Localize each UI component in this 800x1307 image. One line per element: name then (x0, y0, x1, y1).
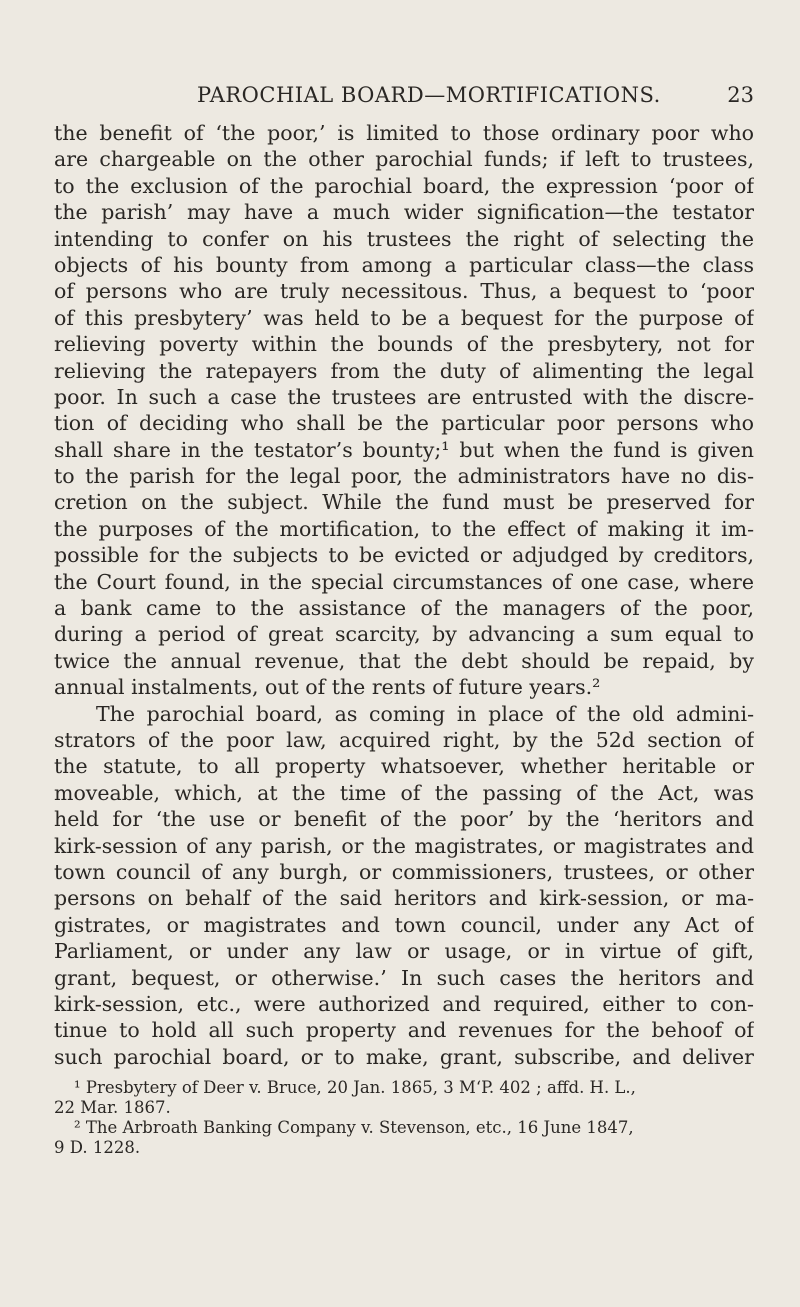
text-line: a bank came to the assistance of the managers of the poor, (54, 596, 754, 621)
text-line: of this presbytery’ was held to be a bequest for the purpose of (54, 305, 754, 330)
text-line: objects of his bounty from among a particular class—the class (54, 252, 754, 277)
text-line: twice the annual revenue, that the debt should be repaid, by (54, 648, 754, 673)
text-line: grant, bequest, or otherwise.’ In such cases the heritors and (54, 965, 754, 990)
text-line: the benefit of ‘the poor,’ is limited to those ordinary poor who (54, 121, 754, 145)
text-line: cretion on the subject. While the fund must be preserved for (54, 490, 754, 515)
text-line: such parochial board, or to make, grant, subscribe, and deliver (54, 1044, 754, 1069)
footnote-line: 9 D. 1228. (54, 1138, 141, 1158)
text-line: The parochial board, as coming in place of the old admini- (96, 701, 754, 726)
footnote-line: 22 Mar. 1867. (54, 1098, 171, 1118)
text-line: tinue to hold all such property and revenues for the behoof of (54, 1018, 754, 1043)
text-line: Parliament, or under any law or usage, or in virtue of gift, (54, 939, 754, 964)
text-line: the parish’ may have a much wider signification—the testator (54, 200, 754, 225)
text-line: the statute, to all property whatsoever, whether heritable or (54, 754, 754, 779)
text-line: strators of the poor law, acquired right, by the 52d section of (54, 727, 754, 752)
text-line: town council of any burgh, or commissioners, trustees, or other (54, 859, 754, 884)
footnotes (54, 1078, 754, 1158)
text-line: persons on behalf of the said heritors and kirk-session, or ma- (54, 886, 754, 911)
text-line: to the exclusion of the parochial board, the expression ‘poor of (54, 173, 754, 198)
text-line: annual instalments, out of the rents of future years.² (54, 675, 601, 700)
text-line: of persons who are truly necessitous. Thus, a bequest to ‘poor (54, 279, 754, 304)
text-line: kirk-session, etc., were authorized and required, either to con- (54, 991, 754, 1016)
text-line: gistrates, or magistrates and town council, under any Act of (54, 912, 754, 937)
text-line: kirk-session of any parish, or the magistrates, or magistrates and (54, 833, 754, 858)
text-line: possible for the subjects to be evicted or adjudged by creditors, (54, 543, 754, 568)
footnote-line: ² The Arbroath Banking Company v. Stevenson, etc., 16 June 1847, (74, 1118, 634, 1138)
text-line: the Court found, in the special circumstances of one case, where (54, 569, 754, 594)
text-line: to the parish for the legal poor, the administrators have no dis- (54, 464, 754, 489)
footnote-line: ¹ Presbytery of Deer v. Bruce, 20 Jan. 1865, 3 M‘P. 402 ; affd. H. L., (74, 1078, 636, 1098)
text-line: tion of deciding who shall be the particular poor persons who (54, 411, 754, 436)
text-line: relieving poverty within the bounds of the presbytery, not for (54, 332, 754, 357)
text-line: shall share in the testator’s bounty;¹ but when the fund is given (54, 437, 754, 462)
text-line: moveable, which, at the time of the passing of the Act, was (54, 780, 754, 805)
text-line: held for ‘the use or benefit of the poor’ by the ‘heritors and (54, 807, 754, 832)
text-line: relieving the ratepayers from the duty of alimenting the legal (54, 358, 754, 383)
running-head: PAROCHIAL BOARD—MORTIFICATIONS. (197, 83, 661, 107)
page-header (54, 0, 754, 120)
text-line: the purposes of the mortification, to the effect of making it im- (54, 516, 754, 541)
page-number: 23 (727, 83, 754, 107)
text-line: during a period of great scarcity, by advancing a sum equal to (54, 622, 754, 647)
text-line: are chargeable on the other parochial funds; if left to trustees, (54, 147, 754, 172)
text-line: intending to confer on his trustees the right of selecting the (54, 226, 754, 251)
body-text (54, 120, 754, 1070)
text-line: poor. In such a case the trustees are entrusted with the discre- (54, 384, 754, 409)
